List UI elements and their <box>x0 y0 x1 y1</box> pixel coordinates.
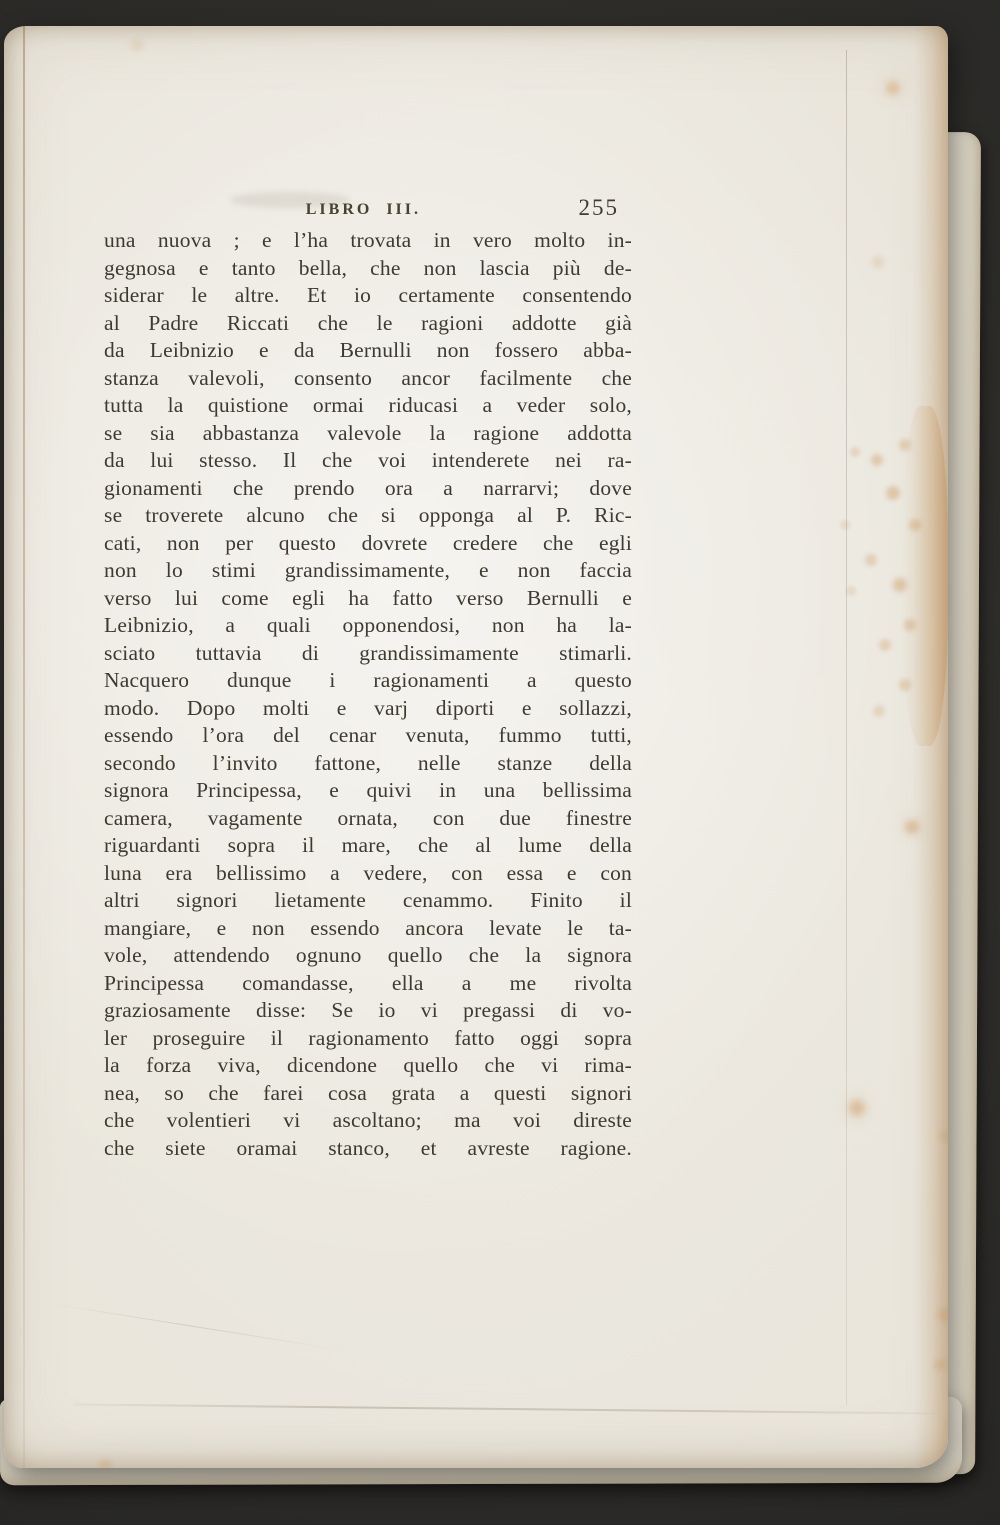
text-line: Principessa comandasse, ella a me rivolta <box>104 970 632 995</box>
text-line: camera, vagamente ornata, con due finestre <box>104 805 632 830</box>
text-line: stanza valevoli, consento ancor facilmente che <box>104 365 632 390</box>
page-header <box>104 195 632 221</box>
text-line: modo. Dopo molti e varj diporti e sollazzi, <box>104 695 632 720</box>
text-line: la forza viva, dicendone quello che vi rima- <box>104 1053 632 1077</box>
text-line: signora Principessa, e quivi in una bellissima <box>104 778 632 802</box>
crease-line-bottom <box>74 1403 934 1414</box>
crease-line-left <box>23 26 25 1468</box>
text-line: non lo stimi grandissimamente, e non faccia <box>104 558 632 582</box>
text-line: gegnosa e tanto bella, che non lascia più de- <box>104 255 632 280</box>
crease-line-diagonal <box>46 1303 342 1351</box>
text-line: secondo l’invito fattone, nelle stanze della <box>104 750 632 775</box>
text-line: tutta la quistione ormai riducasi a veder solo, <box>104 393 632 417</box>
text-line: vole, attendendo ognuno quello che la signora <box>104 943 632 967</box>
text-line: essendo l’ora del cenar venuta, fummo tutti, <box>104 723 632 747</box>
text-line: gionamenti che prendo ora a narrarvi; dove <box>104 475 632 500</box>
text-line: se sia abbastanza valevole la ragione addotta <box>104 420 632 445</box>
text-line: una nuova ; e l’ha trovata in vero molto in- <box>104 228 632 252</box>
page-number: 255 <box>578 195 619 220</box>
text-line: Nacquero dunque i ragionamenti a questo <box>104 668 632 692</box>
text-line: da Leibnizio e da Bernulli non fossero abba- <box>104 338 632 362</box>
text-line: che volentieri vi ascoltano; ma voi direste <box>104 1108 632 1132</box>
text-line: se troverete alcuno che si opponga al P. Ric- <box>104 503 632 527</box>
text-line: luna era bellissimo a vedere, con essa e con <box>104 860 632 885</box>
text-line: verso lui come egli ha fatto verso Bernulli e <box>104 585 632 610</box>
text-line: sciato tuttavia di grandissimamente stimarli. <box>104 640 632 665</box>
text-line: cati, non per questo dovrete credere che egli <box>104 530 632 555</box>
text-line: Leibnizio, a quali opponendosi, non ha la- <box>104 613 632 637</box>
text-line: che siete oramai stanco, et avreste ragione. <box>104 1135 632 1160</box>
crease-line-right <box>846 50 847 1405</box>
text-line: mangiare, e non essendo ancora levate le ta- <box>104 915 632 940</box>
text-line: altri signori lietamente cenammo. Finito il <box>104 888 632 912</box>
deckle-edge-tint-mid <box>902 406 948 746</box>
text-line: nea, so che farei cosa grata a questi signori <box>104 1080 632 1105</box>
text-line: da lui stesso. Il che voi intenderete nei ra- <box>104 448 632 472</box>
running-title: LIBRO III. <box>305 201 422 218</box>
text-line: siderar le altre. Et io certamente consentendo <box>104 283 632 307</box>
text-line: riguardanti sopra il mare, che al lume della <box>104 833 632 857</box>
book-page <box>4 26 948 1468</box>
text-line: ler proseguire il ragionamento fatto oggi sopra <box>104 1025 632 1050</box>
deckle-edge-tint <box>914 26 948 1468</box>
text-line: al Padre Riccati che le ragioni addotte già <box>104 310 632 335</box>
body-text <box>104 227 632 1162</box>
foxing-stains <box>4 26 14 36</box>
text-line: graziosamente disse: Se io vi pregassi di vo- <box>104 998 632 1022</box>
